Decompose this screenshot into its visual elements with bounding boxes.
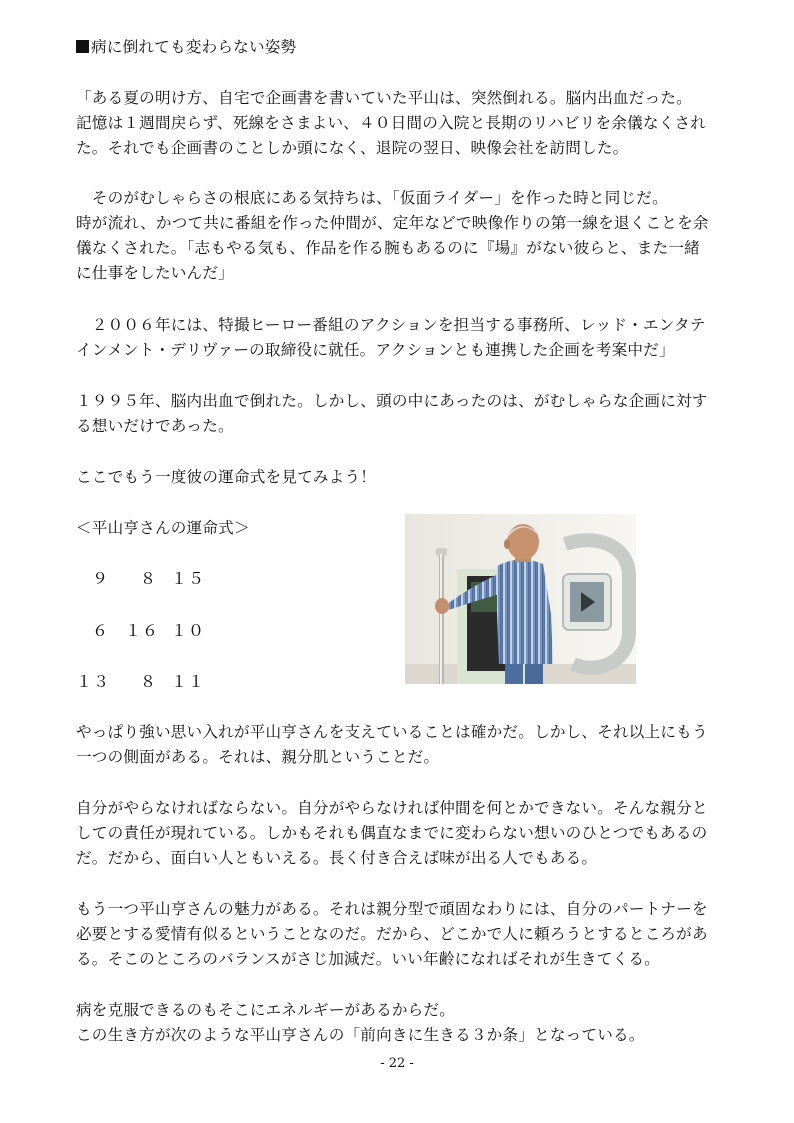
paragraph-7-line-2: しての責任が現れている。しかもそれも偶直なまでに変わらない想いのひとつでもあるの [76,824,708,842]
paragraph-9-line-2: この生き方が次のような平山亨さんの「前向きに生きる３か条」となっている。 [76,1026,645,1044]
formula-cell-3-2: ８ [140,672,158,691]
paragraph-4-line-2: る想いだけであった。 [76,417,234,435]
formula-cell-3-3: １１ [171,672,206,691]
formula-title: ＜平山亨さんの運命式＞ [76,519,250,537]
section-heading-text: 病に倒れても変わらない姿勢 [91,38,297,56]
paragraph-8-line-3: る。そこのところのバランスがさじ加減だ。いい年齢になればそれが生きてくる。 [76,950,660,968]
formula-cell-1-1: ９ [92,569,110,588]
paragraph-1-line-1: 「ある夏の明け方、自宅で企画書を書いていた平山は、突然倒れる。脳内出血だった。 [76,89,692,107]
paragraph-8-line-1: もう一つ平山亨さんの魅力がある。それは親分型で頑固なわりには、自分のパートナーを [76,900,708,918]
paragraph-5: ここでもう一度彼の運命式を見てみよう！ [76,468,377,486]
formula-cell-1-3: １５ [171,569,206,588]
paragraph-7-line-1: 自分がやらなければならない。自分がやらなければ仲間を何とかできない。そんな親分と [76,799,708,817]
black-square-icon [76,40,89,53]
paragraph-1-line-3: た。それでも企画書のことしか頭になく、退院の翌日、映像会社を訪問した。 [76,139,629,157]
formula-cell-2-2: １６ [125,621,160,640]
formula-cell-2-1: ６ [92,621,110,640]
paragraph-2-line-3: 儀なくされた。「志もやる気も、作品を作る腕もあるのに『場』がない彼らと、また一緒 [76,239,700,257]
paragraph-9-line-1: 病を克服できるのもそこにエネルギーがあるからだ。 [76,1001,456,1019]
paragraph-3-line-2: インメント・デリヴァーの取締役に就任。アクションとも連携した企画を考案中だ」 [76,341,675,359]
paragraph-7-line-3: だ。だから、面白い人ともいえる。長く付き合えば味が出る人でもある。 [76,849,598,867]
section-heading [76,38,296,56]
paragraph-2-line-2: 時が流れ、かつて共に番組を作った仲間が、定年などで映像作りの第一線を退くことを余 [76,214,709,232]
formula-cell-3-1: １３ [76,672,111,691]
page-number: - 22 - [380,1056,414,1071]
paragraph-3-line-1: ２００６年には、特撮ヒーロー番組のアクションを担当する事務所、レッド・エンタテ [76,316,706,334]
paragraph-2-line-1: そのがむしゃらさの根底にある気持ちは、「仮面ライダー」を作った時と同じだ。 [76,189,668,207]
paragraph-2-line-4: に仕事をしたいんだ」 [76,264,234,282]
formula-cell-2-3: １０ [171,621,206,640]
paragraph-8-line-2: 必要とする愛情有似るということなのだ。だから、どこかで人に頼ろうとするところがあ [76,925,708,943]
formula-cell-1-2: ８ [140,569,158,588]
xray-patient-photo [405,514,636,684]
paragraph-1-line-2: 記憶は１週間戻らず、死線をさまよい、４０日間の入院と長期のリハビリを余儀なくされ [76,114,707,132]
paragraph-6-line-2: 一つの側面がある。それは、親分肌ということだ。 [76,748,440,766]
paragraph-6-line-1: やっぱり強い思い入れが平山亨さんを支えていることは確かだ。しかし、それ以上にもう [76,723,708,741]
paragraph-4-line-1: １９９５年、脳内出血で倒れた。しかし、頭の中にあったのは、がむしゃらな企画に対す [76,392,708,410]
